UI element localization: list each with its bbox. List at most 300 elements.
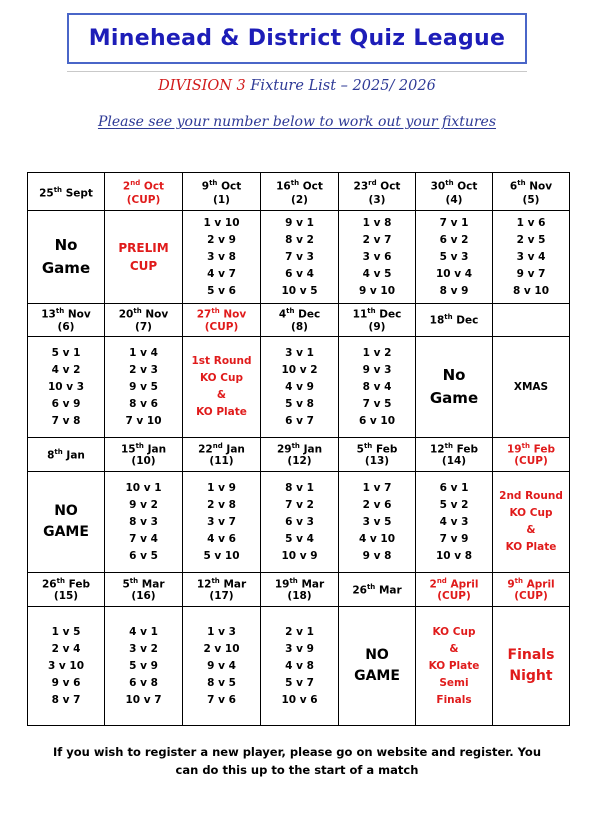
match-pairing: 5 v 3 [439,250,469,263]
match-pairing: 2 v 4 [51,642,81,655]
date-header-cell [261,573,339,607]
note-text: No [442,366,466,384]
date-header-row [28,173,570,211]
date-day: 6 [509,180,518,193]
fixture-week-number: (12) [287,455,312,468]
note-cell [493,607,570,726]
matches-cell [261,337,339,438]
note-text: & [216,389,227,401]
date-header-row [28,438,570,472]
match-pairing: 6 v 10 [358,414,396,427]
note-text: CUP [129,259,158,273]
match-pairing: 9 v 10 [358,284,396,297]
note-text: No [54,236,78,254]
match-pairing: 6 v 5 [129,549,158,562]
date-day: 30 [430,180,446,193]
match-pairing: 5 v 8 [285,397,314,410]
date-suffix: th [445,178,454,187]
match-pairing: 5 v 4 [285,532,314,545]
date-day: 13 [41,308,56,321]
match-pairing: 8 v 5 [207,676,236,689]
match-pairing: 1 v 9 [207,481,236,494]
note-cell [339,607,416,726]
date-month: Oct [143,180,165,193]
note-text: Night [509,668,553,684]
date-header-cell [339,304,416,337]
date-header-cell [261,304,339,337]
match-pairing: 10 v 9 [281,549,318,562]
fixture-week-number: (17) [209,590,234,603]
matches-cell [416,211,493,304]
date-label [339,176,415,194]
date-suffix: th [135,441,144,450]
date-suffix: th [211,576,220,585]
date-month: Jan [66,449,85,462]
date-header-cell [183,304,261,337]
match-pairing: 6 v 2 [439,233,469,246]
date-suffix: nd [212,441,223,450]
matches-cell [339,211,416,304]
date-suffix: nd [436,576,447,585]
matches-cell [339,472,416,573]
date-suffix: th [444,313,453,322]
date-header-cell [339,173,416,211]
fixture-table [27,172,570,726]
footer-note [0,743,594,779]
fixture-week-number: (9) [368,320,386,333]
fixture-week-number: (14) [441,455,467,468]
match-pairing: 10 v 4 [435,267,473,280]
date-label [339,442,415,456]
date-label [493,176,569,194]
match-pairing: 1 v 7 [362,481,392,494]
match-pairing: 7 v 2 [285,498,314,511]
date-month: Oct [302,180,323,193]
match-pairing: 10 v 5 [281,284,318,297]
fixtures-row [28,211,570,304]
match-pairing: 3 v 4 [516,250,546,263]
note-cell [28,472,105,573]
match-pairing: 1 v 2 [362,346,392,359]
date-day: 20 [118,308,134,321]
note-text: KO Plate [428,659,480,672]
date-month: Mar [378,584,402,597]
match-pairing: 5 v 1 [51,346,81,359]
note-cell [105,211,183,304]
date-label [28,448,104,462]
note-text: 1st Round [191,355,252,367]
matches-cell [28,607,105,726]
date-label [416,577,492,591]
date-month: Mar [301,578,325,591]
matches-cell [183,472,261,573]
note-text: GAME [43,524,89,540]
match-pairing: 3 v 8 [207,250,236,263]
match-pairing: 8 v 4 [362,380,392,393]
footer-line-2: can do this up to the start of a match [175,763,419,777]
fixtures-row [28,607,570,726]
date-day: 19 [506,443,522,456]
date-label [261,307,338,321]
date-month: Jan [226,443,245,456]
date-day: 23 [353,180,369,193]
date-month: Feb [375,443,398,456]
date-header-cell [493,173,570,211]
match-pairing: 6 v 3 [285,515,314,528]
date-day: 9 [507,578,515,591]
date-day: 26 [41,578,57,591]
date-month: Nov [529,180,553,193]
match-pairing: 9 v 8 [362,549,392,562]
matches-cell [28,337,105,438]
division-subtitle [0,78,594,94]
match-pairing: 5 v 10 [203,549,240,562]
matches-cell [339,337,416,438]
date-header-cell [493,573,570,607]
date-month: Nov [145,308,169,321]
date-month: Dec [379,308,402,321]
match-pairing: 4 v 9 [285,380,314,393]
match-pairing: 7 v 6 [207,693,236,706]
date-day: 2 [122,180,131,193]
fixture-week-number: (3) [368,194,386,207]
date-suffix: th [209,178,218,187]
date-label [339,307,415,321]
match-pairing: 6 v 9 [51,397,81,410]
match-pairing: 2 v 10 [203,642,240,655]
match-pairing: 8 v 7 [51,693,81,706]
date-suffix: th [289,576,298,585]
date-suffix: th [133,307,142,316]
match-pairing: 7 v 9 [439,532,469,545]
match-pairing: 10 v 2 [281,363,318,376]
match-pairing: 6 v 7 [285,414,314,427]
match-pairing: 2 v 9 [207,233,236,246]
date-label [493,442,569,456]
note-text: & [449,642,459,655]
date-label [105,442,182,456]
date-suffix: th [366,582,376,591]
date-suffix: th [286,307,295,316]
matches-cell [416,472,493,573]
date-month: April [526,578,555,591]
match-pairing: 1 v 6 [516,216,546,229]
match-pairing: 5 v 6 [207,284,236,297]
date-day: 27 [196,308,212,321]
match-pairing: 7 v 10 [125,414,162,427]
title-box [67,13,527,64]
date-label [183,577,260,591]
match-pairing: 10 v 1 [125,481,162,494]
date-month: Mar [141,578,165,591]
match-pairing: 8 v 10 [512,284,550,297]
fixture-week-number: (CUP) [437,590,471,603]
fixture-week-number: (15) [53,590,79,603]
date-label [183,307,260,321]
date-header-cell [416,438,493,472]
date-suffix: th [517,178,526,187]
match-pairing: 3 v 9 [285,642,314,655]
date-day: 15 [120,443,136,456]
note-cell [416,607,493,726]
match-pairing: 1 v 3 [207,625,236,638]
date-suffix: th [521,441,530,450]
note-text: KO Cup [432,625,476,638]
date-header-cell [28,573,105,607]
date-suffix: th [363,441,373,450]
note-text: Finals [507,647,555,663]
date-day: 2 [429,578,437,591]
note-text: Semi [439,676,469,689]
match-pairing: 9 v 2 [129,498,158,511]
note-cell [416,337,493,438]
note-cell [493,472,570,573]
fixture-week-number: (16) [131,590,156,603]
date-header-cell [416,573,493,607]
date-header-cell [183,573,261,607]
date-month: Dec [456,314,479,327]
date-label [28,577,104,591]
date-header-cell [261,173,339,211]
fixture-week-number: (5) [522,194,540,207]
match-pairing: 7 v 8 [51,414,81,427]
fixture-week-number: (CUP) [204,320,239,333]
date-label [261,176,338,194]
date-label [339,583,415,597]
fixture-week-number: (13) [364,455,390,468]
date-label [183,442,260,456]
date-header-cell [493,304,570,337]
match-pairing: 8 v 2 [285,233,314,246]
match-pairing: 7 v 5 [362,397,392,410]
match-pairing: 9 v 3 [362,363,392,376]
date-day: 5 [356,443,364,456]
date-header-cell [105,304,183,337]
match-pairing: 2 v 8 [207,498,236,511]
fixture-week-number: (CUP) [126,194,161,207]
matches-cell [261,607,339,726]
date-day: 12 [196,578,212,591]
matches-cell [261,472,339,573]
instruction-text: Please see your number below to work out your fixtures [97,114,497,130]
match-pairing: 4 v 8 [285,659,314,672]
note-text: KO Plate [505,541,557,553]
date-header-cell [105,438,183,472]
note-text: Game [41,259,91,277]
date-day: 16 [276,180,291,193]
date-header-cell [339,438,416,472]
date-label [416,313,492,327]
match-pairing: 5 v 2 [439,498,469,511]
date-header-cell [105,173,183,211]
match-pairing: 4 v 1 [129,625,158,638]
date-day: 18 [429,314,445,327]
fixture-week-number: (CUP) [514,455,548,468]
date-label [105,176,182,194]
date-month: Sept [65,187,93,200]
date-day: 5 [122,578,130,591]
date-suffix: th [54,447,63,456]
date-label [261,442,338,456]
fixtures-row [28,472,570,573]
matches-cell [493,211,570,304]
date-day: 4 [278,308,287,321]
match-pairing: 8 v 1 [285,481,314,494]
date-label [261,577,338,591]
date-suffix: th [129,576,139,585]
match-pairing: 1 v 8 [362,216,392,229]
note-text: & [526,524,536,536]
note-text: NO [365,647,389,663]
fixture-week-number: (CUP) [514,590,548,603]
match-pairing: 3 v 7 [207,515,236,528]
note-text: XMAS [513,380,549,393]
date-header-cell [105,573,183,607]
match-pairing: 2 v 6 [362,498,392,511]
match-pairing: 5 v 7 [285,676,314,689]
date-label [28,183,104,201]
date-header-cell [339,573,416,607]
date-month: Jan [303,443,323,456]
fixture-list-label: Fixture List – 2025/ 2026 [250,78,436,94]
matches-cell [105,472,183,573]
match-pairing: 3 v 2 [129,642,158,655]
match-pairing: 3 v 6 [362,250,392,263]
note-text: PRELIM [118,241,169,255]
date-header-cell [493,438,570,472]
match-pairing: 9 v 4 [207,659,236,672]
match-pairing: 10 v 6 [281,693,318,706]
match-pairing: 9 v 1 [285,216,314,229]
date-header-cell [28,173,105,211]
date-label [105,307,182,321]
note-text: NO [54,503,78,519]
fixture-week-number: (2) [291,194,308,207]
title-divider [67,71,527,72]
date-suffix: th [53,185,63,194]
date-suffix: th [514,576,523,585]
fixture-week-number: (8) [291,320,308,333]
date-label [28,307,104,321]
note-cell [493,337,570,438]
fixture-week-number: (11) [209,455,234,468]
match-pairing: 3 v 10 [47,659,85,672]
fixture-week-number: (10) [131,455,156,468]
note-text: Game [429,389,479,407]
match-pairing: 1 v 4 [129,346,158,359]
date-suffix: th [291,441,300,450]
match-pairing: 8 v 9 [439,284,469,297]
match-pairing: 8 v 3 [129,515,158,528]
date-month: Nov [67,308,91,321]
date-suffix: th [56,576,65,585]
date-month: Feb [456,443,478,456]
date-day: 22 [198,443,213,456]
date-header-cell [183,438,261,472]
date-label [105,577,182,591]
fixtures-row [28,337,570,438]
match-pairing: 6 v 8 [129,676,158,689]
match-pairing: 6 v 1 [439,481,469,494]
date-header-cell [183,173,261,211]
match-pairing: 3 v 1 [285,346,314,359]
date-month: Feb [533,443,555,456]
note-text: KO Cup [509,507,553,519]
date-suffix: th [55,307,65,316]
match-pairing: 5 v 9 [129,659,158,672]
date-header-cell [28,304,105,337]
match-pairing: 1 v 10 [203,216,240,229]
date-suffix: th [211,307,220,316]
footer-line-1: If you wish to register a new player, please go on website and register. You [52,745,542,759]
match-pairing: 4 v 10 [358,532,396,545]
match-pairing: 10 v 8 [435,549,473,562]
date-month: April [450,578,479,591]
date-header-cell [416,304,493,337]
date-suffix: th [444,441,453,450]
match-pairing: 2 v 3 [129,363,158,376]
date-month: Oct [457,180,478,193]
date-day: 12 [429,443,445,456]
date-label [416,442,492,456]
date-day: 9 [201,180,210,193]
date-label [493,577,569,591]
note-text: Finals [436,693,472,706]
match-pairing: 9 v 7 [516,267,546,280]
match-pairing: 2 v 7 [362,233,392,246]
note-text: KO Cup [200,372,243,384]
date-day: 25 [39,187,54,200]
note-text: 2nd Round [499,490,563,502]
date-month: Jan [147,443,167,456]
note-cell [28,211,105,304]
note-cell [183,337,261,438]
date-header-row [28,573,570,607]
date-suffix: nd [130,178,141,187]
date-header-cell [416,173,493,211]
matches-cell [105,337,183,438]
date-day: 29 [276,443,292,456]
date-header-row [28,304,570,337]
date-month: Mar [223,578,247,591]
matches-cell [183,607,261,726]
match-pairing: 7 v 1 [439,216,469,229]
date-day: 8 [47,449,55,462]
matches-cell [261,211,339,304]
fixture-week-number: (6) [57,320,75,333]
date-label [416,176,492,194]
division-label: DIVISION 3 [158,78,246,94]
note-text: GAME [354,668,400,684]
match-pairing: 10 v 3 [47,380,85,393]
fixture-week-number: (1) [213,194,230,207]
match-pairing: 2 v 5 [516,233,546,246]
match-pairing: 3 v 5 [362,515,392,528]
match-pairing: 9 v 5 [129,380,158,393]
date-day: 11 [352,308,368,321]
date-month: Oct [221,180,242,193]
note-text: KO Plate [196,406,247,418]
matches-cell [105,607,183,726]
fixture-week-number: (18) [287,590,312,603]
match-pairing: 7 v 4 [129,532,158,545]
match-pairing: 6 v 4 [285,267,314,280]
date-header-cell [261,438,339,472]
match-pairing: 4 v 5 [362,267,392,280]
match-pairing: 9 v 6 [51,676,81,689]
matches-cell [183,211,261,304]
date-suffix: th [367,307,376,316]
